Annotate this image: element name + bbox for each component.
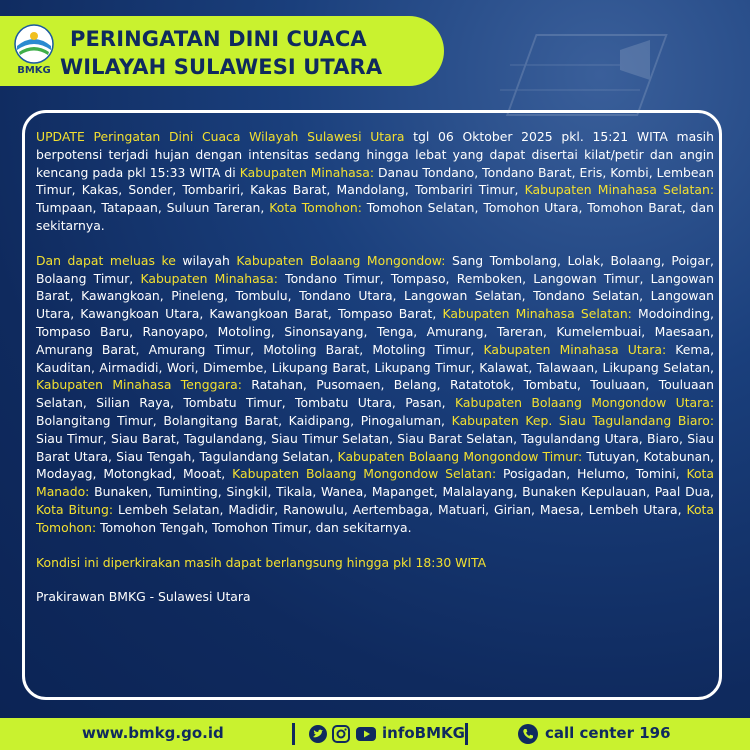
region-label: Kabupaten Minahasa:	[140, 270, 278, 286]
body-text: Tumpaan, Tatapaan, Suluun Tareran,	[36, 200, 270, 216]
header-banner	[0, 16, 444, 86]
region-label: Kota Bitung:	[36, 501, 114, 517]
region-label: Dan dapat meluas ke	[36, 252, 176, 268]
region-label: Kabupaten Minahasa Tenggara:	[36, 377, 242, 393]
region-label: Kabupaten Minahasa Selatan:	[524, 182, 715, 198]
region-label: Kota Tomohon:	[36, 501, 715, 535]
body-text: Siau Timur, Siau Barat, Tagulandang, Siau Timur Selatan, Siau Barat Selatan, Tagulandang Utara, Biaro, Siau Barat Utara, Siau Tengah, Tagulandang Selatan,	[36, 430, 714, 464]
paragraph-duration: Kondisi ini diperkirakan masih dapat berlangsung hingga pkl 18:30 WITA	[36, 554, 487, 570]
region-label: Kabupaten Bolaang Mongondow Timur:	[337, 448, 583, 464]
body-text: Tutuyan, Kotabunan, Modayag, Motongkad, Mooat,	[36, 448, 714, 482]
region-label: Kabupaten Minahasa Selatan:	[442, 306, 632, 322]
paragraph-main-warning	[36, 128, 714, 235]
twitter-icon[interactable]	[309, 725, 327, 743]
body-text: wilayah	[175, 252, 237, 268]
body-text: Tomohon Tengah, Tomohon Timur, dan sekitarnya.	[96, 519, 412, 535]
title-line-1: PERINGATAN DINI CUACA	[70, 27, 367, 51]
region-label: UPDATE Peringatan Dini Cuaca Wilayah Sulawesi Utara	[36, 129, 405, 144]
warning-content	[36, 128, 714, 606]
region-label: Kabupaten Bolaang Mongondow Selatan:	[232, 466, 497, 482]
paragraph-extended-areas	[36, 252, 714, 537]
body-text: Bunaken, Tuminting, Singkil, Tikala, Wanea, Mapanget, Malalayang, Bunaken Kepulauan, Paal Dua,	[89, 484, 714, 500]
footer-bar	[0, 718, 750, 750]
footer-divider	[292, 723, 295, 745]
title-line-2: WILAYAH SULAWESI UTARA	[60, 55, 383, 79]
paragraph-forecaster: Prakirawan BMKG - Sulawesi Utara	[36, 589, 251, 605]
logo-text: BMKG	[17, 65, 51, 76]
title	[60, 25, 382, 81]
region-label: Kabupaten Bolaang Mongondow:	[236, 252, 446, 268]
body-text: Danau Tondano, Tondano Barat, Eris, Kombi, Lembean Timur, Kakas, Sonder, Tombariri, Kakas Barat, Mandolang, Tombariri Timur,	[36, 164, 714, 198]
bmkg-logo	[12, 24, 56, 80]
phone-icon	[518, 724, 538, 744]
body-text: Ratahan, Pusomaen, Belang, Ratatotok, Tombatu, Touluaan, Touluaan Selatan, Silian Raya, Tombatu Timur, Tombatu Utara, Pasan,	[36, 377, 714, 411]
body-text: Kema, Kauditan, Airmadidi, Wori, Dimembe, Likupang Barat, Likupang Timur, Kalawat, Talawaan, Likupang Selatan,	[36, 341, 715, 375]
body-text: Modoinding, Tompaso Baru, Ranoyapo, Motoling, Sinonsayang, Tenga, Amurang, Tareran, Kumelembuai, Maesaan, Amurang Barat, Amurang Timur, Motoling Barat, Motoling Timur,	[36, 306, 714, 357]
body-text: Tondano Timur, Tompaso, Remboken, Langowan Timur, Langowan Barat, Kawangkoan, Pineleng, Tombulu, Tondano Utara, Langowan Selatan, Tondano Selatan, Langowan Utara, Kawangkoan Utara, Kawangkoan Barat, Tompaso Barat,	[36, 270, 714, 322]
region-label: Kota Tomohon:	[269, 200, 362, 216]
body-text: Lembeh Selatan, Madidir, Ranowulu, Aertembaga, Matuari, Girian, Maesa, Lembeh Utara,	[113, 501, 687, 517]
body-text: Sang Tombolang, Lolak, Bolaang, Poigar, Bolaang Timur,	[36, 252, 714, 286]
website-link[interactable]: www.bmkg.go.id	[82, 724, 224, 742]
footer-divider	[465, 723, 468, 745]
body-text: Posigadan, Helumo, Tomini,	[496, 466, 687, 482]
region-label: Kabupaten Kep. Siau Tagulandang Biaro:	[451, 412, 714, 428]
youtube-icon[interactable]	[355, 725, 377, 743]
region-label: Kota Manado:	[36, 466, 714, 500]
body-text: Bolangitang Timur, Bolangitang Barat, Kaidipang, Pinogaluman,	[36, 412, 452, 428]
region-label: Kabupaten Minahasa Utara:	[483, 341, 667, 357]
social-handle[interactable]: infoBMKG	[382, 724, 465, 742]
region-label: Kabupaten Minahasa:	[239, 164, 374, 180]
instagram-icon[interactable]	[332, 725, 350, 743]
body-text: Tomohon Selatan, Tomohon Utara, Tomohon Barat, dan sekitarnya.	[36, 200, 714, 233]
call-center[interactable]: call center 196	[545, 724, 671, 742]
region-label: Kabupaten Bolaang Mongondow Utara:	[455, 395, 715, 411]
bmkg-logo-emblem	[14, 24, 54, 64]
body-text: tgl 06 Oktober 2025 pkl. 15:21 WITA masih berpotensi terjadi hujan dengan intensitas sedang hingga lebat yang dapat disertai kilat/petir dan angin kencang pada pkl 15:33 WITA di	[36, 129, 714, 180]
